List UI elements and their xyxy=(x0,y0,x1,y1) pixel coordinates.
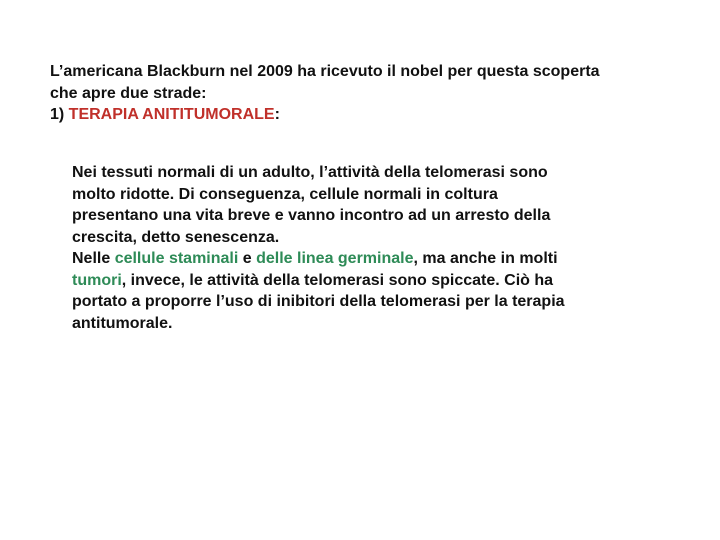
body-line-4: crescita, detto senescenza. xyxy=(72,228,280,246)
body-paragraph xyxy=(72,162,662,334)
body-line-3: presentano una vita breve e vanno incontro ad un arresto della xyxy=(72,207,551,224)
body-line-8: antitumorale. xyxy=(72,314,173,332)
body-line-5-start: Nelle xyxy=(72,250,115,267)
intro-line-1: L’americana Blackburn nel 2009 ha ricevuto il nobel per questa scoperta xyxy=(50,63,600,80)
body-line-2: molto ridotte. Di conseguenza, cellule normali in coltura xyxy=(72,185,498,203)
intro-paragraph xyxy=(50,61,700,126)
body-line-6-rest: , invece, le attività della telomerasi sono spiccate. Ciò ha xyxy=(121,271,554,289)
stem-cells-term: cellule staminali xyxy=(114,250,239,267)
intro-item-number: 1) xyxy=(50,106,69,123)
intro-line-3 xyxy=(50,104,700,126)
body-line-5-end: , ma anche in molti xyxy=(413,250,558,267)
tumors-term: tumori xyxy=(72,271,122,289)
body-line-6 xyxy=(72,270,662,292)
body-line-5-mid: e xyxy=(238,250,257,267)
body-line-7: portato a proporre l’uso di inibitori della telomerasi per la terapia xyxy=(72,293,565,310)
therapy-heading: TERAPIA ANITITUMORALE xyxy=(68,106,275,123)
intro-colon: : xyxy=(274,106,280,123)
body-line-5 xyxy=(72,248,662,270)
germline-term: delle linea germinale xyxy=(256,250,414,267)
intro-line-2: che apre due strade: xyxy=(50,84,207,102)
body-line-1: Nei tessuti normali di un adulto, l’attività della telomerasi sono xyxy=(72,164,548,181)
